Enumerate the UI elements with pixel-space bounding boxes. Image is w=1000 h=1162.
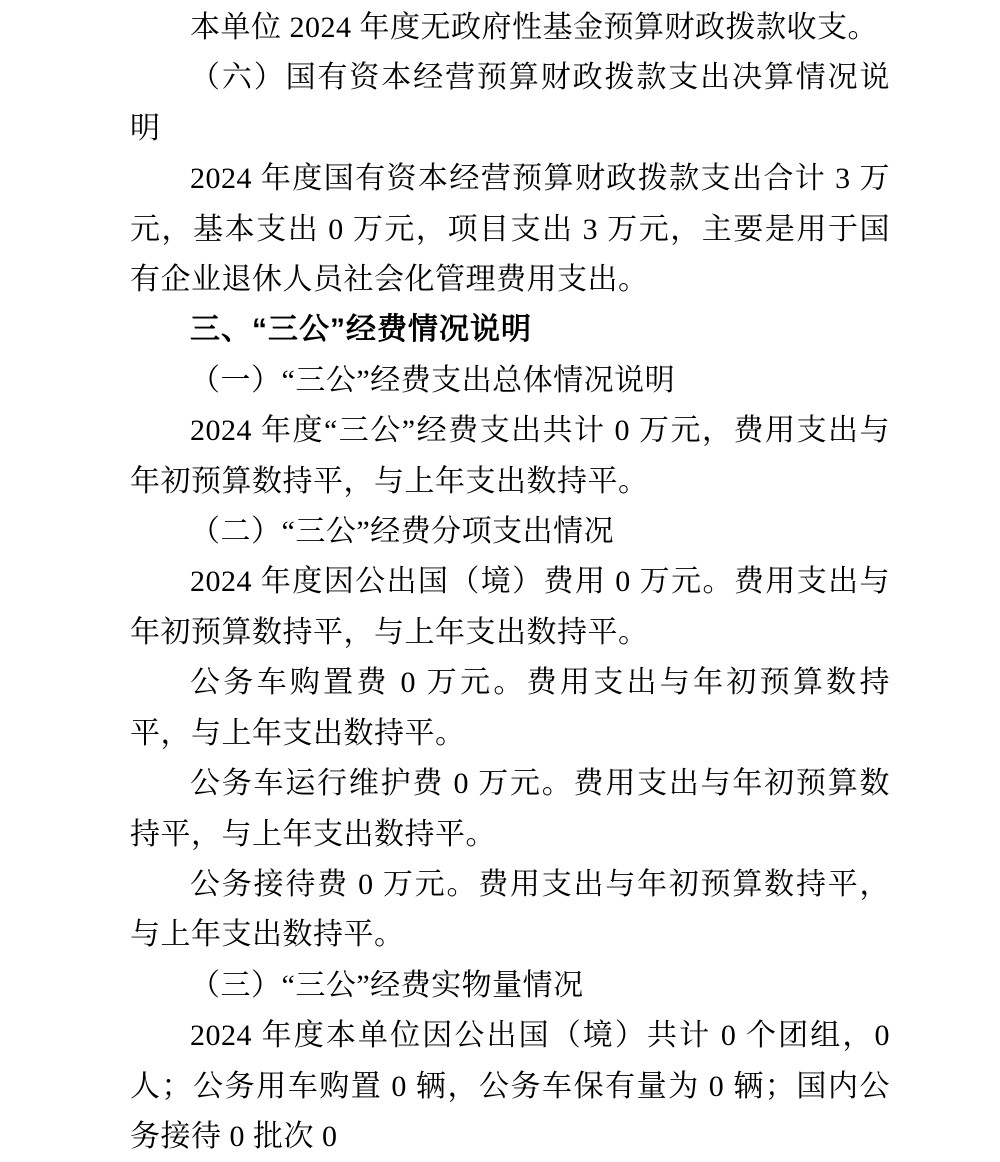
para-subheading-itemized-expense: （二）“三公”经费分项支出情况 <box>190 515 615 549</box>
para-subheading-overall-expense: （一）“三公”经费支出总体情况说明 <box>190 363 676 397</box>
para-soe-budget-detail: 2024 年度国有资本经营预算财政拨款支出合计 3 万元，基本支出 0 万元，项目支出 3 万元，主要是用于国有企业退休人员社会化管理费用支出。 <box>130 162 890 297</box>
para-subheading-physical-quantity: （三）“三公”经费实物量情况 <box>190 968 584 1002</box>
para-vehicle-maintenance-expense: 公务车运行维护费 0 万元。费用支出与年初预算数持平，与上年支出数持平。 <box>130 767 890 851</box>
para-overseas-trip-expense: 2024 年度因公出国（境）费用 0 万元。费用支出与年初预算数持平，与上年支出数持平。 <box>130 565 890 649</box>
para-official-reception-expense: 公务接待费 0 万元。费用支出与年初预算数持平，与上年支出数持平。 <box>130 867 890 952</box>
para-soe-budget-section-heading: （六）国有资本经营预算财政拨款支出决算情况说明 <box>130 61 890 145</box>
heading-three-public-expenses: 三、“三公”经费情况说明 <box>190 313 532 347</box>
para-physical-quantity-detail: 2024 年度本单位因公出国（境）共计 0 个团组，0 人；公务用车购置 0 辆，公务车保有量为 0 辆；国内公务接待 0 批次 0 <box>130 1019 890 1153</box>
para-overall-expense-detail: 2024 年度“三公”经费支出共计 0 万元，费用支出与年初预算数持平，与上年支出数持平。 <box>130 414 890 498</box>
para-vehicle-purchase-expense: 公务车购置费 0 万元。费用支出与年初预算数持平，与上年支出数持平。 <box>130 666 890 750</box>
para-no-government-fund-note: 本单位 2024 年度无政府性基金预算财政拨款收支。 <box>190 11 878 44</box>
